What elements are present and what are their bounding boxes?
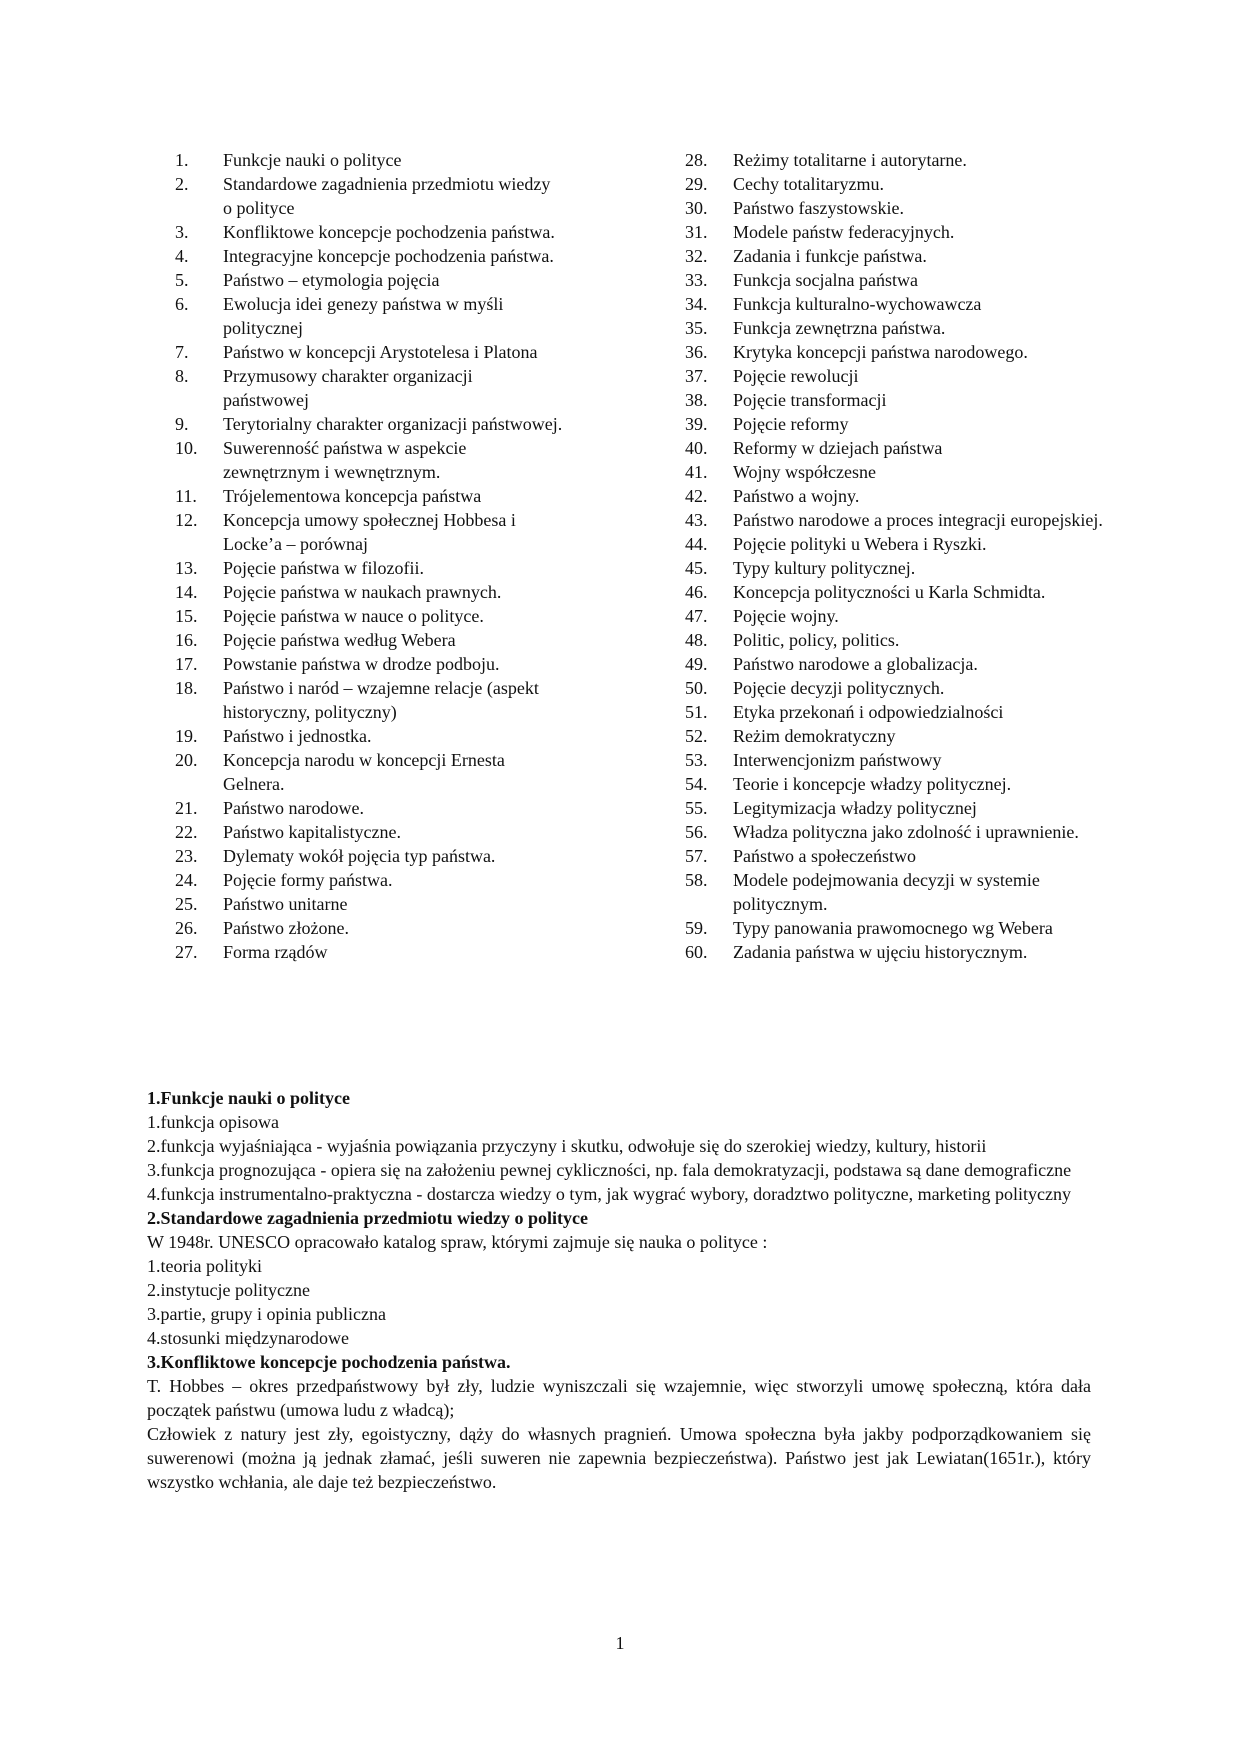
toc-item-text: Funkcja zewnętrzna państwa. <box>733 318 946 338</box>
toc-item-number: 30. <box>685 198 708 218</box>
toc-item-number: 40. <box>685 438 708 458</box>
toc-item <box>175 148 685 172</box>
toc-item-text: Zadania państwa w ujęciu historycznym. <box>733 942 1028 962</box>
toc-item-number: 27. <box>175 942 198 962</box>
toc-item <box>175 292 685 340</box>
toc-item-number: 10. <box>175 438 198 458</box>
toc-item <box>175 436 685 484</box>
toc-item-number: 51. <box>685 702 708 722</box>
toc-item-number: 19. <box>175 726 198 746</box>
toc-item-number: 25. <box>175 894 198 914</box>
toc-item-text: Koncepcja narodu w koncepcji Ernesta Gelnera. <box>223 750 505 794</box>
toc-item-text: Terytorialny charakter organizacji państwowej. <box>223 414 563 434</box>
toc-item-text: Funkcja kulturalno-wychowawcza <box>733 294 982 314</box>
toc-item-number: 41. <box>685 462 708 482</box>
toc-item-text: Krytyka koncepcji państwa narodowego. <box>733 342 1028 362</box>
toc-item <box>175 940 685 964</box>
toc-item-text: Dylematy wokół pojęcia typ państwa. <box>223 846 496 866</box>
toc-item-text: Państwo w koncepcji Arystotelesa i Platona <box>223 342 538 362</box>
toc-item <box>685 820 1135 844</box>
toc-column-left <box>175 148 685 964</box>
toc-item-number: 26. <box>175 918 198 938</box>
toc-item <box>175 220 685 244</box>
toc-item-text: Typy panowania prawomocnego wg Webera <box>733 918 1053 938</box>
toc-item <box>685 436 1135 460</box>
toc-item-number: 11. <box>175 486 197 506</box>
toc-item <box>175 868 685 892</box>
toc-item-text: Pojęcie wojny. <box>733 606 839 626</box>
toc-item-number: 3. <box>175 222 189 242</box>
toc-item-number: 22. <box>175 822 198 842</box>
toc-item-text: Władza polityczna jako zdolność i uprawnienie. <box>733 822 1079 842</box>
toc-item-text: Cechy totalitaryzmu. <box>733 174 884 194</box>
toc-item-text: Pojęcie państwa w filozofii. <box>223 558 424 578</box>
toc-item-number: 46. <box>685 582 708 602</box>
toc-item-number: 47. <box>685 606 708 626</box>
toc-item-number: 31. <box>685 222 708 242</box>
toc-item-number: 24. <box>175 870 198 890</box>
toc-item-number: 35. <box>685 318 708 338</box>
toc-item-text: Reformy w dziejach państwa <box>733 438 943 458</box>
toc-item-text: Państwo narodowe a proces integracji europejskiej. <box>733 510 1103 530</box>
toc-item-text: Pojęcie państwa w naukach prawnych. <box>223 582 502 602</box>
toc-item-text: Pojęcie państwa według Webera <box>223 630 456 650</box>
toc-item <box>175 748 685 796</box>
toc-item-text: Interwencjonizm państwowy <box>733 750 942 770</box>
toc-item-number: 15. <box>175 606 198 626</box>
toc-item <box>175 364 685 412</box>
toc-item-number: 5. <box>175 270 189 290</box>
toc-item <box>685 412 1135 436</box>
toc-item-text: Politic, policy, politics. <box>733 630 900 650</box>
paragraph: 1.funkcja opisowa <box>147 1112 279 1132</box>
toc-item <box>685 580 1135 604</box>
toc-item <box>175 244 685 268</box>
toc-item-number: 58. <box>685 870 708 890</box>
toc-item-text: Państwo unitarne <box>223 894 348 914</box>
toc-item <box>175 724 685 748</box>
toc-item <box>685 940 1135 964</box>
toc-item-text: Reżim demokratyczny <box>733 726 896 746</box>
toc-item <box>685 244 1135 268</box>
toc-item-number: 38. <box>685 390 708 410</box>
toc-item <box>175 556 685 580</box>
toc-item <box>175 916 685 940</box>
toc-item-text: Trójelementowa koncepcja państwa <box>223 486 482 506</box>
toc-item-text: Wojny współczesne <box>733 462 877 482</box>
toc-item-text: Państwo narodowe. <box>223 798 364 818</box>
toc-item <box>175 268 685 292</box>
toc-item-text: Modele państw federacyjnych. <box>733 222 955 242</box>
toc-item-text: Typy kultury politycznej. <box>733 558 916 578</box>
toc-item-number: 33. <box>685 270 708 290</box>
toc-item <box>685 484 1135 508</box>
paragraph: 3.funkcja prognozująca - opiera się na założeniu pewnej cykliczności, np. fala demokratyzacji, podstawa są dane demograficzne <box>147 1160 1072 1180</box>
toc-item-text: Suwerenność państwa w aspekcie zewnętrznym i wewnętrznym. <box>223 438 467 482</box>
toc-item <box>685 700 1135 724</box>
toc-item-text: Pojęcie transformacji <box>733 390 887 410</box>
toc-item-text: Pojęcie polityki u Webera i Ryszki. <box>733 534 987 554</box>
toc-item <box>685 220 1135 244</box>
toc-item <box>175 676 685 724</box>
toc-item-text: Państwo a społeczeństwo <box>733 846 916 866</box>
toc-item-text: Etyka przekonań i odpowiedzialności <box>733 702 1004 722</box>
toc-item <box>685 316 1135 340</box>
toc-item-text: Ewolucja idei genezy państwa w myśli politycznej <box>223 294 504 338</box>
toc-item <box>685 748 1135 772</box>
paragraph: W 1948r. UNESCO opracowało katalog spraw, którymi zajmuje się nauka o polityce : <box>147 1232 768 1252</box>
toc-item <box>685 148 1135 172</box>
toc-item <box>175 340 685 364</box>
toc-item-number: 29. <box>685 174 708 194</box>
toc-item-number: 44. <box>685 534 708 554</box>
toc-item <box>685 364 1135 388</box>
toc-item-number: 8. <box>175 366 189 386</box>
toc-item-number: 12. <box>175 510 198 530</box>
toc-item-number: 4. <box>175 246 189 266</box>
toc-item-number: 6. <box>175 294 189 314</box>
toc-item-text: Państwo złożone. <box>223 918 349 938</box>
toc-item-text: Modele podejmowania decyzji w systemie politycznym. <box>733 870 1040 914</box>
toc-item-text: Pojęcie państwa w nauce o polityce. <box>223 606 484 626</box>
toc-item <box>175 652 685 676</box>
toc-item-number: 13. <box>175 558 198 578</box>
toc-item-text: Standardowe zagadnienia przedmiotu wiedzy o polityce <box>223 174 551 218</box>
toc-item <box>685 604 1135 628</box>
toc-item-number: 1. <box>175 150 189 170</box>
toc-item <box>175 892 685 916</box>
toc-item-text: Pojęcie reformy <box>733 414 849 434</box>
toc-item-number: 23. <box>175 846 198 866</box>
paragraph: Człowiek z natury jest zły, egoistyczny, dąży do własnych pragnień. Umowa społeczna była jakby podporządkowaniem się suwerenowi (można ją jednak złamać, jeśli suweren nie zapewnia bezpieczeństwa). Państwo jest jak Lewiatan(1651r.), który wszystko wchłania, ale daje też bezpieczeństwo. <box>147 1424 1091 1492</box>
document-body <box>147 1086 1091 1494</box>
toc-item-text: Konfliktowe koncepcje pochodzenia państwa. <box>223 222 555 242</box>
toc-item <box>685 532 1135 556</box>
toc-item <box>175 796 685 820</box>
toc-item <box>685 772 1135 796</box>
toc-item <box>175 508 685 556</box>
toc-item-number: 43. <box>685 510 708 530</box>
table-of-contents <box>175 148 1135 964</box>
toc-item-text: Koncepcja polityczności u Karla Schmidta. <box>733 582 1046 602</box>
toc-item-text: Państwo i naród – wzajemne relacje (aspekt historyczny, polityczny) <box>223 678 539 722</box>
toc-item-number: 9. <box>175 414 189 434</box>
toc-item <box>685 388 1135 412</box>
toc-item-number: 57. <box>685 846 708 866</box>
toc-item-text: Legitymizacja władzy politycznej <box>733 798 977 818</box>
toc-item-number: 14. <box>175 582 198 602</box>
toc-item-number: 34. <box>685 294 708 314</box>
toc-item-number: 21. <box>175 798 198 818</box>
toc-item-text: Pojęcie rewolucji <box>733 366 859 386</box>
toc-item-number: 60. <box>685 942 708 962</box>
toc-item <box>685 268 1135 292</box>
toc-item-text: Koncepcja umowy społecznej Hobbesa i Locke’a – porównaj <box>223 510 516 554</box>
toc-item <box>175 172 685 220</box>
toc-item-number: 42. <box>685 486 708 506</box>
toc-item <box>175 412 685 436</box>
toc-item <box>175 604 685 628</box>
toc-item-text: Forma rządów <box>223 942 328 962</box>
paragraph: 3.partie, grupy i opinia publiczna <box>147 1304 386 1324</box>
toc-item-text: Państwo narodowe a globalizacja. <box>733 654 978 674</box>
paragraph: 2.funkcja wyjaśniająca - wyjaśnia powiązania przyczyny i skutku, odwołuje się do szerokiej wiedzy, kultury, historii <box>147 1136 987 1156</box>
toc-item-text: Funkcja socjalna państwa <box>733 270 918 290</box>
toc-item-text: Teorie i koncepcje władzy politycznej. <box>733 774 1012 794</box>
toc-item-text: Powstanie państwa w drodze podboju. <box>223 654 500 674</box>
toc-item-number: 36. <box>685 342 708 362</box>
paragraph: 2.instytucje polityczne <box>147 1280 310 1300</box>
toc-item <box>685 724 1135 748</box>
toc-item <box>685 868 1135 916</box>
toc-item-number: 53. <box>685 750 708 770</box>
toc-item-text: Państwo i jednostka. <box>223 726 372 746</box>
toc-item <box>685 196 1135 220</box>
toc-item-number: 20. <box>175 750 198 770</box>
paragraph: 1.teoria polityki <box>147 1256 262 1276</box>
toc-item <box>175 484 685 508</box>
toc-item-text: Pojęcie decyzji politycznych. <box>733 678 945 698</box>
toc-item-number: 55. <box>685 798 708 818</box>
toc-item <box>685 172 1135 196</box>
toc-item-text: Zadania i funkcje państwa. <box>733 246 927 266</box>
toc-item-text: Państwo kapitalistyczne. <box>223 822 401 842</box>
toc-item-number: 45. <box>685 558 708 578</box>
section-heading: 1.Funkcje nauki o polityce <box>147 1088 351 1108</box>
toc-item <box>685 460 1135 484</box>
toc-item <box>175 580 685 604</box>
toc-item-number: 32. <box>685 246 708 266</box>
toc-item-number: 48. <box>685 630 708 650</box>
paragraph: T. Hobbes – okres przedpaństwowy był zły, ludzie wyniszczali się wzajemnie, więc stworzyli umowę społeczną, która dała początek państwu (umowa ludu z władcą); <box>147 1376 1091 1420</box>
toc-item <box>685 652 1135 676</box>
section-heading: 3.Konfliktowe koncepcje pochodzenia państwa. <box>147 1352 511 1372</box>
toc-item <box>685 844 1135 868</box>
toc-item-number: 28. <box>685 150 708 170</box>
toc-item-number: 17. <box>175 654 198 674</box>
toc-item-number: 54. <box>685 774 708 794</box>
toc-item <box>685 628 1135 652</box>
toc-item-number: 37. <box>685 366 708 386</box>
toc-item-text: Reżimy totalitarne i autorytarne. <box>733 150 967 170</box>
toc-item-number: 39. <box>685 414 708 434</box>
paragraph: 4.stosunki międzynarodowe <box>147 1328 349 1348</box>
toc-item <box>685 676 1135 700</box>
toc-item-number: 18. <box>175 678 198 698</box>
toc-item <box>685 556 1135 580</box>
toc-item-number: 56. <box>685 822 708 842</box>
section-heading: 2.Standardowe zagadnienia przedmiotu wiedzy o polityce <box>147 1208 588 1228</box>
toc-item <box>685 796 1135 820</box>
toc-item <box>685 340 1135 364</box>
paragraph: 4.funkcja instrumentalno-praktyczna - dostarcza wiedzy o tym, jak wygrać wybory, doradztwo polityczne, marketing polityczny <box>147 1184 1072 1204</box>
toc-item-text: Państwo a wojny. <box>733 486 860 506</box>
toc-item <box>685 916 1135 940</box>
toc-item <box>685 508 1135 532</box>
toc-item <box>175 844 685 868</box>
toc-item <box>685 292 1135 316</box>
toc-item-number: 7. <box>175 342 189 362</box>
page-number: 1 <box>615 1633 625 1653</box>
toc-item <box>175 628 685 652</box>
toc-item-text: Przymusowy charakter organizacji państwowej <box>223 366 473 410</box>
toc-item <box>175 820 685 844</box>
toc-item-number: 16. <box>175 630 198 650</box>
toc-item-text: Pojęcie formy państwa. <box>223 870 393 890</box>
toc-item-text: Państwo faszystowskie. <box>733 198 904 218</box>
toc-item-number: 52. <box>685 726 708 746</box>
toc-item-number: 50. <box>685 678 708 698</box>
toc-item-number: 59. <box>685 918 708 938</box>
toc-item-number: 2. <box>175 174 189 194</box>
toc-item-text: Integracyjne koncepcje pochodzenia państwa. <box>223 246 554 266</box>
toc-column-right <box>685 148 1135 964</box>
toc-item-text: Funkcje nauki o polityce <box>223 150 402 170</box>
toc-item-text: Państwo – etymologia pojęcia <box>223 270 440 290</box>
toc-item-number: 49. <box>685 654 708 674</box>
